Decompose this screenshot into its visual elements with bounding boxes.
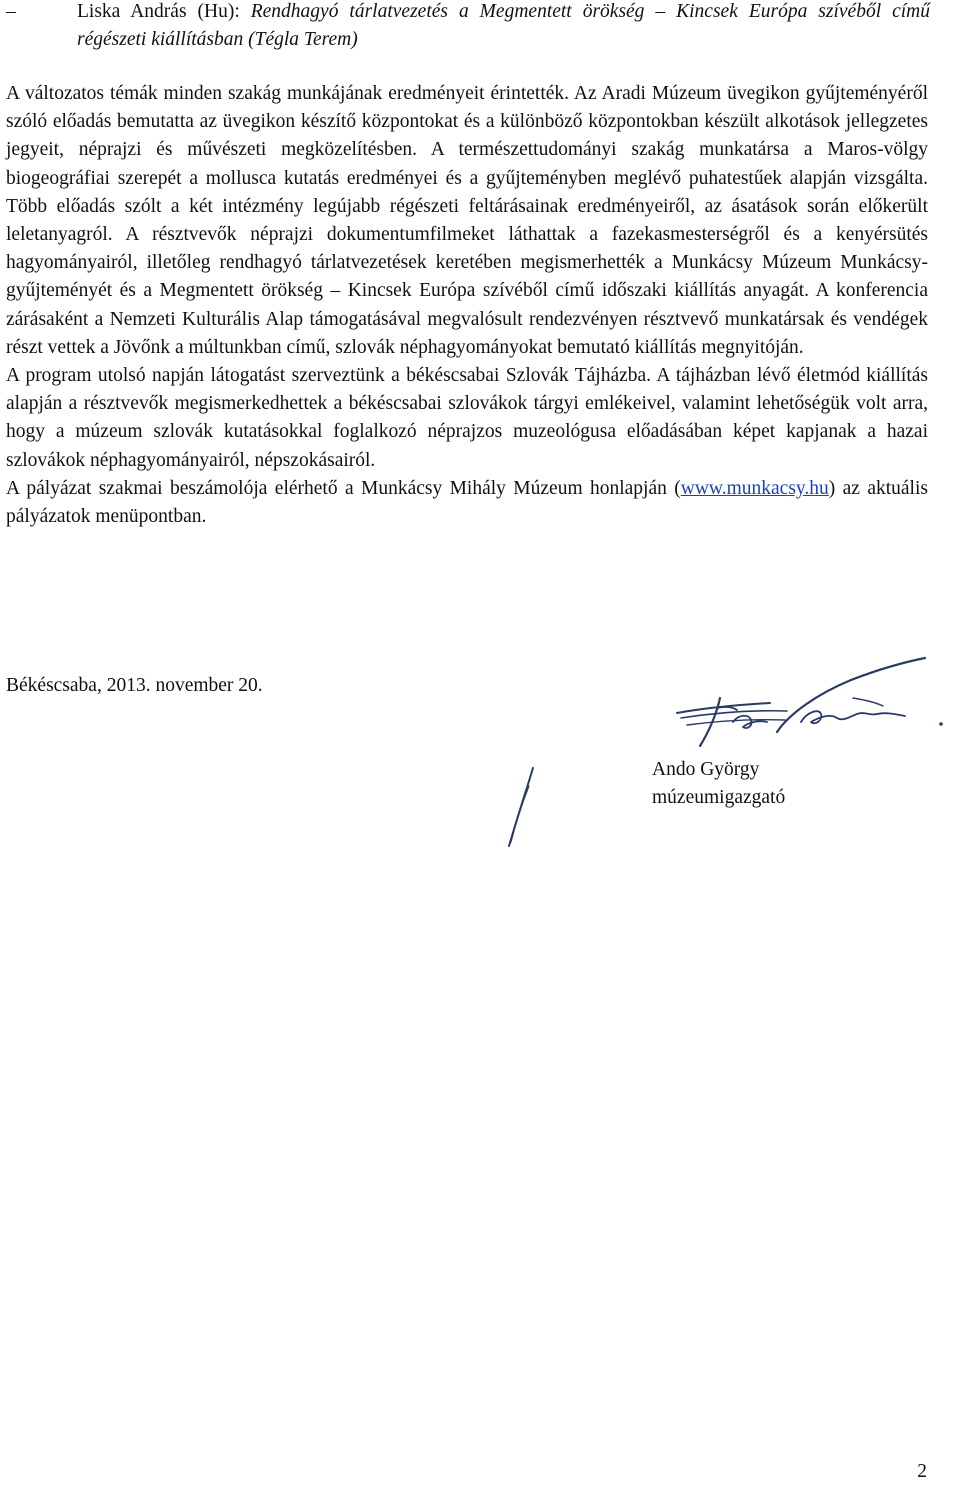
list-item-program: [6, 0, 930, 54]
report-body: [6, 80, 928, 531]
museum-website-link[interactable]: www.munkacsy.hu: [680, 477, 829, 499]
signer-name: Ando György: [652, 759, 760, 780]
page-number: 2: [917, 1461, 927, 1482]
speaker-name: Liska András (Hu):: [77, 1, 251, 22]
place-and-date: Békéscsaba, 2013. november 20.: [6, 675, 263, 696]
list-item-text: [77, 0, 930, 54]
report-text-after: ) az aktuális pályázatok menüpontban.: [6, 477, 928, 528]
program-title: Rendhagyó tárlatvezetés a Megmentett örökség – Kincsek Európa szívéből című régészeti kiállításban (Tégla Terem): [77, 1, 931, 51]
paragraph-last-day: A program utolsó napján látogatást szerveztünk a békéscsabai Szlovák Tájházba. A tájházban lévő életmód kiállítás alapján a résztvevők megismerkedhettek a békéscsabai szlovákok tárgyi emlékeivel, valamint lehetőségük volt arra, hogy a múzeum szlovák kutatásokkal foglalkozó néprajzos muzeológusa előadásában képet kapjanak a hazai szlovákok néphagyományairól, népszokásairól.: [6, 365, 928, 471]
signer-block: [652, 756, 785, 812]
report-text-before: A pályázat szakmai beszámolója elérhető a Munkácsy Mihály Múzeum honlapján (: [6, 477, 681, 499]
signer-role: múzeumigazgató: [652, 787, 786, 809]
paragraph-report-link: [6, 475, 928, 531]
paragraph-themes: A változatos témák minden szakág munkájának eredményeit érintették. Az Aradi Múzeum üvegikon gyűjteményéről szóló előadás bemutatta az üvegikon készítő központokat és a különböző központokban készült alkotások jellegzetes jegyeit, néprajzi és művészeti megközelítésben. A természettudományi szakág munkatársa a Maros-völgy biogeográfiai szerepét a mollusca kutatás eredményei és a gyűjteményben meglévő puhatestűek alapján vizsgálta. Több előadás szólt a két intézmény legújabb régészeti feltárásainak eredményeiről, az ásatások során előkerült leletanyagról. A résztvevők néprajzi dokumentumfilmeket láthattak a fazekasmesterségről és a kenyérsütés hagyományairól, illetőleg rendhagyó tárlatvezetések keretében megismerhették a Munkácsy Múzeum Munkácsy-gyűjteményét és a Megmentett örökség – Kincsek Európa szívéből című időszaki kiállítás anyagát. A konferencia zárásaként a Nemzeti Kulturális Alap támogatásával megvalósult rendezvényen résztvevő munkatársak és vendégek részt vettek a Jövőnk a múltunkban című, szlovák néphagyományokat bemutató kiállítás megnyitóján.: [6, 83, 928, 358]
list-bullet: –: [6, 1, 16, 22]
handwritten-signature: [505, 650, 955, 860]
